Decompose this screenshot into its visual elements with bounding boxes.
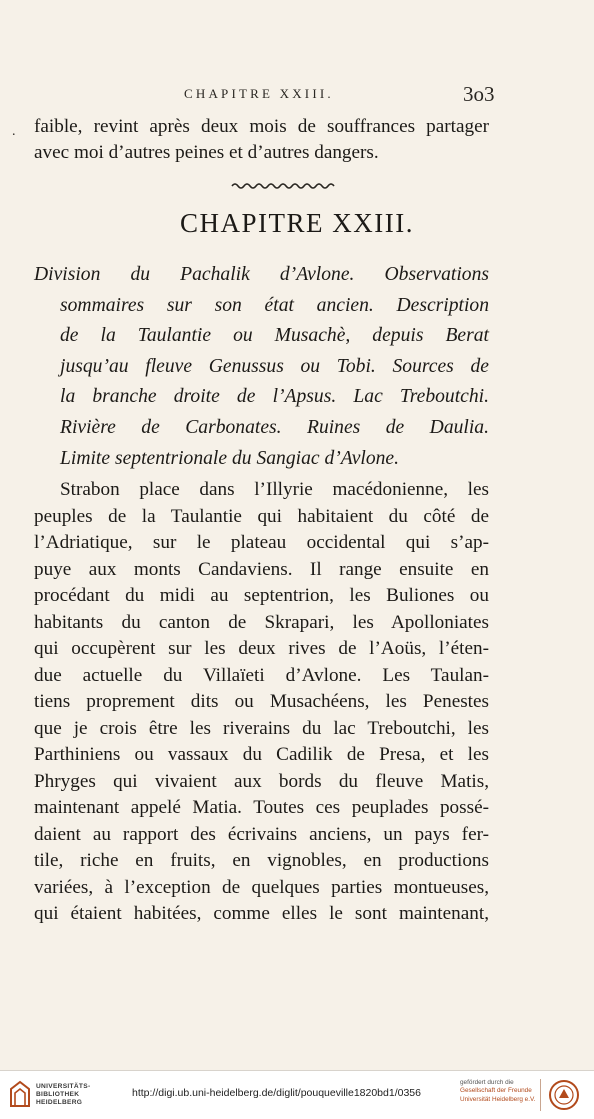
library-name-line: HEIDELBERG bbox=[36, 1099, 83, 1106]
running-head bbox=[0, 82, 594, 108]
library-name-line: UNIVERSITÄTS- bbox=[36, 1083, 91, 1090]
text-line: daient au rapport des écrivains anciens, un pays fer- bbox=[34, 823, 489, 845]
text-line: due actuelle du Villaïeti d’Avlone. Les Taulan- bbox=[34, 664, 489, 686]
sponsor-intro: gefördert durch die bbox=[460, 1079, 514, 1086]
margin-dot: . bbox=[12, 124, 16, 139]
text-line: qui occupèrent sur les deux rives de l’Aoüs, l’éten- bbox=[34, 638, 489, 659]
text-line: habitants du canton de Skrapari, les Apolloniates bbox=[34, 611, 489, 633]
library-name bbox=[36, 1083, 90, 1107]
ornament-divider bbox=[230, 181, 336, 191]
text-line: puye aux monts Candaviens. Il range ensuite en bbox=[34, 558, 489, 580]
seal-icon[interactable] bbox=[548, 1079, 580, 1111]
summary-line: sommaires sur son état ancien. Description bbox=[60, 294, 489, 316]
text-line: Phryges qui vivaient aux bords du fleuve Matis, bbox=[34, 770, 489, 792]
text-line: tile, riche en fruits, en vignobles, en productions bbox=[34, 850, 489, 871]
text-line: que je crois être les riverains du lac Treboutchi, les bbox=[34, 717, 489, 739]
text-line: tiens proprement dits ou Musachéens, les Penestes bbox=[34, 691, 489, 712]
summary-line: de la Taulantie ou Musachè, depuis Berat bbox=[60, 325, 489, 347]
chapter-summary bbox=[34, 260, 489, 474]
continuation-paragraph bbox=[34, 114, 489, 166]
summary-line: Division du Pachalik d’Avlone. Observations bbox=[34, 264, 489, 285]
text-line: avec moi d’autres peines et d’autres dangers. bbox=[34, 142, 379, 164]
text-line: Strabon place dans l’Illyrie macédonienne, les bbox=[60, 479, 489, 500]
sponsor-name: Universität Heidelberg e.V. bbox=[460, 1095, 536, 1103]
permalink[interactable]: http://digi.ub.uni-heidelberg.de/diglit/pouqueville1820bd1/0356 bbox=[132, 1087, 421, 1099]
text-line: qui étaient habitées, comme elles le sont maintenant, bbox=[34, 903, 489, 924]
summary-line: Rivière de Carbonates. Ruines de Daulia. bbox=[60, 416, 489, 438]
body-paragraph bbox=[34, 477, 489, 928]
text-line: procédant du midi au septentrion, les Buliones ou bbox=[34, 585, 489, 606]
text-line: Parthiniens ou vassaux du Cadilik de Presa, et les bbox=[34, 744, 489, 765]
viewer-footer bbox=[0, 1070, 594, 1119]
text-line: faible, revint après deux mois de souffrances partager bbox=[34, 116, 489, 137]
page-number: 3o3 bbox=[463, 82, 495, 106]
library-logo-icon bbox=[8, 1079, 32, 1109]
text-line: maintenant appelé Matia. Toutes ces peuplades possé- bbox=[34, 797, 489, 818]
sponsor-credit bbox=[460, 1079, 535, 1104]
summary-line: jusqu’au fleuve Genussus ou Tobi. Sources de bbox=[60, 355, 489, 377]
library-name-line: BIBLIOTHEK bbox=[36, 1091, 80, 1098]
text-line: peuples de la Taulantie qui habitaient du côté de bbox=[34, 505, 489, 527]
summary-line: la branche droite de l’Apsus. Lac Treboutchi. bbox=[60, 386, 489, 408]
chapter-title: CHAPITRE XXIII. bbox=[180, 208, 414, 238]
text-line: variées, à l’exception de quelques parties montueuses, bbox=[34, 876, 489, 898]
summary-line: Limite septentrionale du Sangiac d’Avlone. bbox=[60, 447, 400, 469]
running-head-title: CHAPITRE XXIII. bbox=[184, 86, 334, 101]
text-line: l’Adriatique, sur le plateau occidental qui s’ap- bbox=[34, 532, 489, 553]
footer-divider bbox=[540, 1079, 541, 1111]
sponsor-name: Gesellschaft der Freunde bbox=[460, 1087, 532, 1095]
